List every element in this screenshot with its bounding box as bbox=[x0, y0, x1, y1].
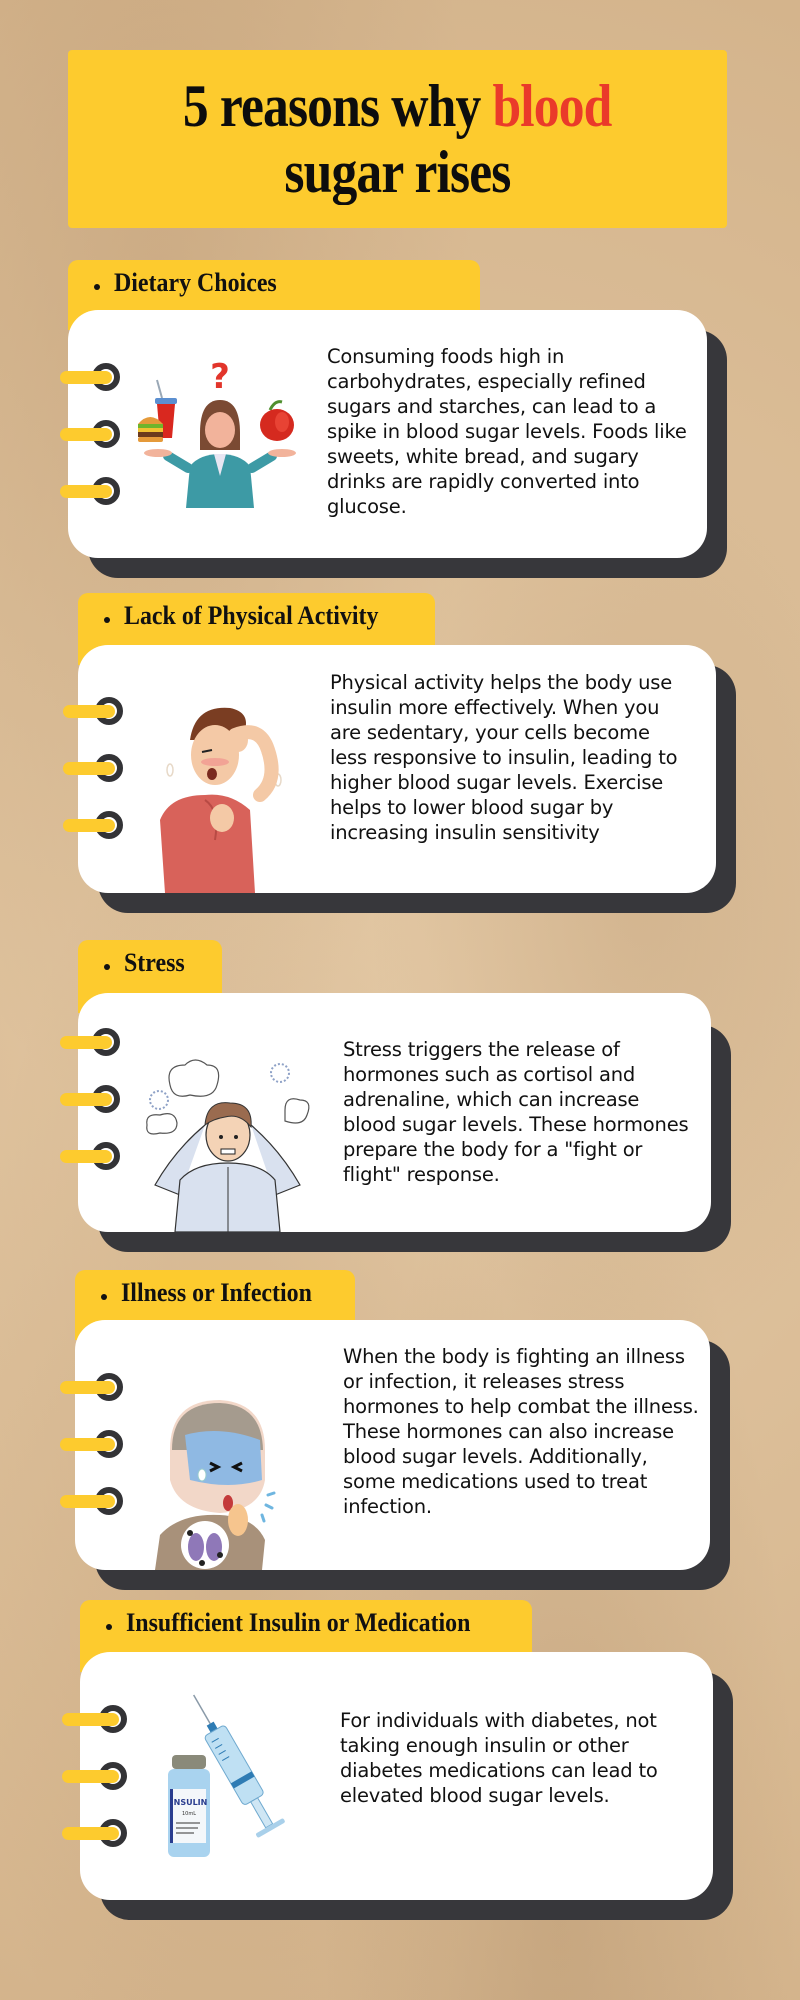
binder-ring-bar bbox=[62, 1713, 119, 1726]
binder-ring-bar bbox=[60, 1036, 112, 1049]
binder-ring-bar bbox=[60, 1381, 115, 1394]
binder-ring-bar bbox=[62, 1827, 119, 1840]
insulin-syringe-illustration-icon bbox=[160, 1693, 300, 1863]
section-description: Stress triggers the release of hormones such as cortisol and adrenaline, which can increase blood sugar levels. These hormones prepare the body for a "fight or flight" response. bbox=[343, 1038, 689, 1186]
title-line-1 bbox=[183, 73, 612, 139]
sick-person-illustration-icon bbox=[150, 1395, 290, 1570]
section-heading: Lack of Physical Activity bbox=[124, 601, 379, 630]
svg-text:?: ? bbox=[210, 358, 230, 397]
title-accent-text: blood bbox=[492, 73, 612, 139]
binder-ring-bar bbox=[60, 1093, 112, 1106]
binder-ring-bar bbox=[60, 1495, 115, 1508]
section-heading: Insufficient Insulin or Medication bbox=[126, 1608, 471, 1637]
title-line-2: sugar rises bbox=[284, 139, 511, 205]
section-description: When the body is fighting an illness or infection, it releases stress hormones to help combat the illness. These hormones can also increase blood sugar levels. Additionally, some medications used to treat infection. bbox=[343, 1345, 699, 1518]
section-description: Physical activity helps the body use insulin more effectively. When you are sedentary, your cells become less responsive to insulin, leading to higher blood sugar levels. Exercise helps to lower blood sugar by increasing insulin sensitivity bbox=[330, 671, 678, 844]
vial-sublabel: 10mL bbox=[182, 1811, 197, 1817]
section-description: For individuals with diabetes, not taking enough insulin or other diabetes medications can lead to elevated blood sugar levels. bbox=[340, 1709, 658, 1807]
section-heading: Dietary Choices bbox=[114, 268, 277, 297]
binder-ring-bar bbox=[60, 428, 112, 441]
binder-ring-bar bbox=[60, 485, 112, 498]
bullet-icon bbox=[101, 1294, 107, 1300]
bullet-icon bbox=[104, 617, 110, 623]
bullet-icon bbox=[94, 284, 100, 290]
bullet-icon bbox=[106, 1624, 112, 1630]
title-text: 5 reasons why bbox=[183, 73, 493, 139]
binder-ring-bar bbox=[60, 1150, 112, 1163]
section-description: Consuming foods high in carbohydrates, especially refined sugars and starches, can lead to a spike in blood sugar levels. Foods like sweets, white bread, and sugary drinks are rapidly converted into glucose. bbox=[327, 345, 687, 518]
binder-ring-bar bbox=[60, 1438, 115, 1451]
vial-label: INSULIN bbox=[170, 1798, 208, 1807]
section-heading: Illness or Infection bbox=[121, 1278, 312, 1307]
title-banner bbox=[68, 50, 727, 228]
binder-ring-bar bbox=[63, 819, 115, 832]
binder-ring-bar bbox=[63, 762, 115, 775]
bullet-icon bbox=[104, 964, 110, 970]
stressed-man-illustration-icon bbox=[135, 1055, 325, 1232]
binder-ring-bar bbox=[62, 1770, 119, 1783]
tired-man-illustration-icon bbox=[150, 700, 310, 893]
binder-ring-bar bbox=[63, 705, 115, 718]
section-heading: Stress bbox=[124, 948, 185, 977]
person-choosing-food-illustration-icon bbox=[130, 358, 310, 508]
binder-ring-bar bbox=[60, 371, 112, 384]
